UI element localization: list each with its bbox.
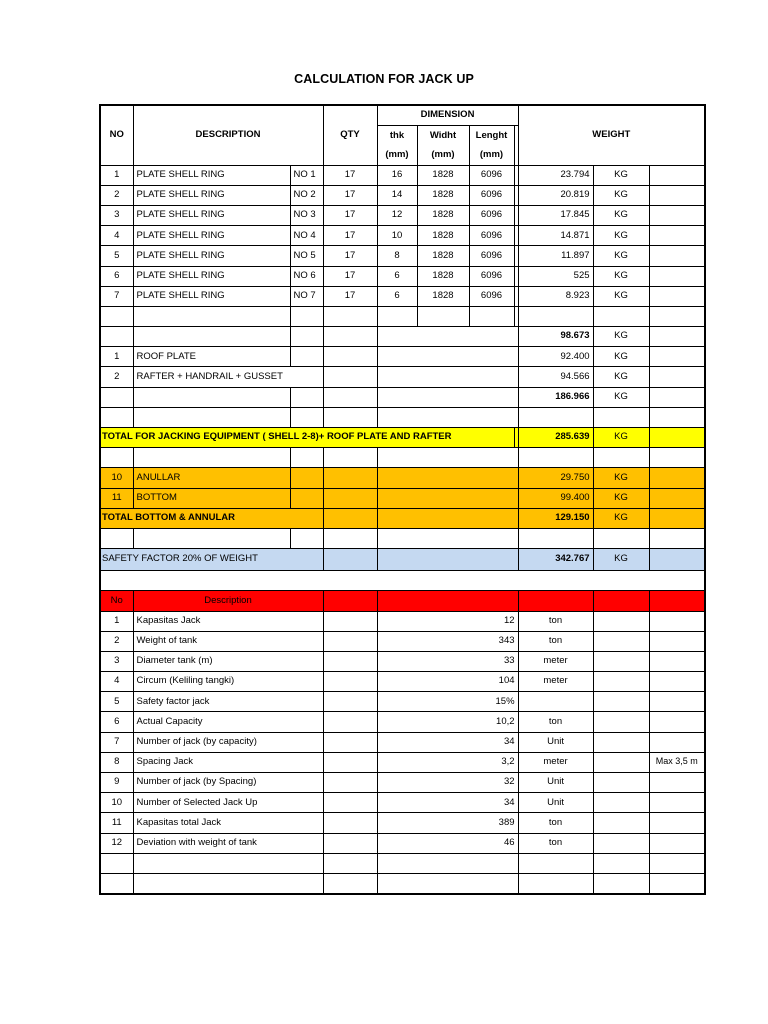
row-unit: KG bbox=[593, 367, 649, 387]
jack-row-note bbox=[649, 631, 705, 651]
row-length: 6096 bbox=[469, 286, 514, 306]
jack-row-unit: meter bbox=[518, 752, 593, 772]
row-extra bbox=[649, 205, 705, 225]
jack-row bbox=[100, 833, 705, 853]
row-unit: KG bbox=[593, 286, 649, 306]
jack-row-filler bbox=[593, 793, 649, 813]
row-no: 5 bbox=[100, 246, 133, 266]
row-extra bbox=[649, 165, 705, 185]
header-widht-unit: (mm) bbox=[417, 145, 469, 165]
jack-row-blank bbox=[323, 793, 377, 813]
row-thk: 6 bbox=[377, 266, 417, 286]
row-ring: NO 1 bbox=[290, 165, 323, 185]
total-jacking-unit: KG bbox=[593, 428, 649, 448]
jack-row-note bbox=[649, 732, 705, 752]
row-description: BOTTOM bbox=[133, 488, 290, 508]
subtotal-roof-unit: KG bbox=[593, 387, 649, 407]
jack-row-value: 46 bbox=[377, 833, 518, 853]
jack-row-unit: Unit bbox=[518, 773, 593, 793]
row-width: 1828 bbox=[417, 226, 469, 246]
row-weight: 99.400 bbox=[518, 488, 593, 508]
row-no: 2 bbox=[100, 367, 133, 387]
row-weight: 11.897 bbox=[518, 246, 593, 266]
jack-row-description: Safety factor jack bbox=[133, 692, 323, 712]
jack-row bbox=[100, 651, 705, 671]
row-qty: 17 bbox=[323, 185, 377, 205]
row-width: 1828 bbox=[417, 266, 469, 286]
row-no: 4 bbox=[100, 226, 133, 246]
row-unit: KG bbox=[593, 226, 649, 246]
total-bottom-weight: 129.150 bbox=[518, 508, 593, 528]
row-extra bbox=[649, 266, 705, 286]
empty-row bbox=[100, 873, 705, 894]
jack-header-no: No bbox=[100, 591, 133, 611]
jack-row-note bbox=[649, 651, 705, 671]
jack-row bbox=[100, 752, 705, 772]
empty-row bbox=[100, 448, 705, 468]
row-description: PLATE SHELL RING bbox=[133, 226, 290, 246]
jack-row-no: 4 bbox=[100, 672, 133, 692]
shell-row-2 bbox=[100, 185, 705, 205]
jack-row-no: 6 bbox=[100, 712, 133, 732]
row-length: 6096 bbox=[469, 266, 514, 286]
jack-row bbox=[100, 712, 705, 732]
total-jacking-weight: 285.639 bbox=[518, 428, 593, 448]
jack-row-blank bbox=[323, 712, 377, 732]
jack-row-note bbox=[649, 813, 705, 833]
row-weight: 94.566 bbox=[518, 367, 593, 387]
row-extra bbox=[649, 286, 705, 306]
row-length: 6096 bbox=[469, 185, 514, 205]
jack-row-unit: ton bbox=[518, 611, 593, 631]
jack-row-no: 5 bbox=[100, 692, 133, 712]
row-description: PLATE SHELL RING bbox=[133, 286, 290, 306]
jack-row bbox=[100, 672, 705, 692]
row-unit: KG bbox=[593, 266, 649, 286]
jack-row-filler bbox=[593, 813, 649, 833]
safety-factor-weight: 342.767 bbox=[518, 549, 593, 571]
row-description: PLATE SHELL RING bbox=[133, 165, 290, 185]
jack-row-note bbox=[649, 793, 705, 813]
calculation-table bbox=[99, 104, 706, 895]
row-unit: KG bbox=[593, 185, 649, 205]
header-lenght: Lenght bbox=[469, 126, 514, 146]
safety-factor-row bbox=[100, 549, 705, 571]
jack-row bbox=[100, 692, 705, 712]
empty-row bbox=[100, 528, 705, 548]
shell-row-6 bbox=[100, 266, 705, 286]
total-bottom-unit: KG bbox=[593, 508, 649, 528]
row-description: PLATE SHELL RING bbox=[133, 185, 290, 205]
jack-row-unit: Unit bbox=[518, 732, 593, 752]
jack-row-description: Circum (Keliling tangki) bbox=[133, 672, 323, 692]
jack-row-value: 33 bbox=[377, 651, 518, 671]
jack-row-no: 8 bbox=[100, 752, 133, 772]
total-bottom-label: TOTAL BOTTOM & ANNULAR bbox=[100, 508, 323, 528]
jack-row-note bbox=[649, 692, 705, 712]
jack-row-no: 3 bbox=[100, 651, 133, 671]
roof-row-2 bbox=[100, 367, 705, 387]
jack-header-description: Description bbox=[133, 591, 323, 611]
row-unit: KG bbox=[593, 246, 649, 266]
jack-row-filler bbox=[593, 833, 649, 853]
empty-row bbox=[100, 571, 705, 591]
jack-row-blank bbox=[323, 732, 377, 752]
jack-row-description: Number of jack (by capacity) bbox=[133, 732, 323, 752]
empty-row bbox=[100, 853, 705, 873]
jack-row-blank bbox=[323, 692, 377, 712]
row-weight: 92.400 bbox=[518, 347, 593, 367]
jack-row-blank bbox=[323, 631, 377, 651]
jack-row-filler bbox=[593, 672, 649, 692]
jack-row-note bbox=[649, 611, 705, 631]
row-extra bbox=[649, 246, 705, 266]
bottom-row bbox=[100, 488, 705, 508]
jack-row-description: Spacing Jack bbox=[133, 752, 323, 772]
jack-row-value: 3,2 bbox=[377, 752, 518, 772]
jack-row-description: Number of jack (by Spacing) bbox=[133, 773, 323, 793]
header-no: NO bbox=[100, 105, 133, 165]
row-width: 1828 bbox=[417, 165, 469, 185]
shell-row-3 bbox=[100, 205, 705, 225]
header-thk: thk bbox=[377, 126, 417, 146]
jack-row-note bbox=[649, 773, 705, 793]
shell-row-1 bbox=[100, 165, 705, 185]
row-ring: NO 7 bbox=[290, 286, 323, 306]
roof-row-1 bbox=[100, 347, 705, 367]
jack-row bbox=[100, 813, 705, 833]
row-description: RAFTER + HANDRAIL + GUSSET bbox=[133, 367, 323, 387]
jack-row-description: Number of Selected Jack Up bbox=[133, 793, 323, 813]
row-ring: NO 6 bbox=[290, 266, 323, 286]
jack-row-filler bbox=[593, 752, 649, 772]
row-unit: KG bbox=[593, 488, 649, 508]
row-thk: 6 bbox=[377, 286, 417, 306]
jack-row-filler bbox=[593, 712, 649, 732]
jack-row-filler bbox=[593, 651, 649, 671]
empty-row bbox=[100, 407, 705, 427]
jack-row-description: Diameter tank (m) bbox=[133, 651, 323, 671]
jack-calculation-body bbox=[100, 611, 705, 853]
row-weight: 14.871 bbox=[518, 226, 593, 246]
row-weight: 20.819 bbox=[518, 185, 593, 205]
header-dimension: DIMENSION bbox=[377, 105, 518, 126]
row-length: 6096 bbox=[469, 205, 514, 225]
row-description: ANULLAR bbox=[133, 468, 290, 488]
row-width: 1828 bbox=[417, 246, 469, 266]
jack-row-unit: Unit bbox=[518, 793, 593, 813]
jack-row-no: 12 bbox=[100, 833, 133, 853]
row-no: 6 bbox=[100, 266, 133, 286]
subtotal-shell-unit: KG bbox=[593, 327, 649, 347]
jack-row-no: 2 bbox=[100, 631, 133, 651]
jack-row-description: Kapasitas total Jack bbox=[133, 813, 323, 833]
row-thk: 8 bbox=[377, 246, 417, 266]
row-thk: 10 bbox=[377, 226, 417, 246]
jack-row-filler bbox=[593, 631, 649, 651]
jack-row-blank bbox=[323, 672, 377, 692]
row-unit: KG bbox=[593, 165, 649, 185]
row-unit: KG bbox=[593, 468, 649, 488]
jack-row-no: 7 bbox=[100, 732, 133, 752]
row-description: PLATE SHELL RING bbox=[133, 246, 290, 266]
jack-row-blank bbox=[323, 773, 377, 793]
row-weight: 17.845 bbox=[518, 205, 593, 225]
safety-factor-unit: KG bbox=[593, 549, 649, 571]
row-unit: KG bbox=[593, 205, 649, 225]
subtotal-shell-weight: 98.673 bbox=[518, 327, 593, 347]
row-no: 1 bbox=[100, 165, 133, 185]
jack-row-filler bbox=[593, 773, 649, 793]
shell-row-7 bbox=[100, 286, 705, 306]
row-extra bbox=[649, 226, 705, 246]
row-ring: NO 4 bbox=[290, 226, 323, 246]
jack-row-value: 343 bbox=[377, 631, 518, 651]
row-ring: NO 3 bbox=[290, 205, 323, 225]
jack-row-unit: meter bbox=[518, 672, 593, 692]
row-description: ROOF PLATE bbox=[133, 347, 290, 367]
jack-row-value: 32 bbox=[377, 773, 518, 793]
header-weight: WEIGHT bbox=[518, 105, 705, 165]
row-length: 6096 bbox=[469, 226, 514, 246]
jack-row-unit: ton bbox=[518, 631, 593, 651]
header-thk-unit: (mm) bbox=[377, 145, 417, 165]
row-length: 6096 bbox=[469, 246, 514, 266]
jack-row-description: Deviation with weight of tank bbox=[133, 833, 323, 853]
row-no: 1 bbox=[100, 347, 133, 367]
row-qty: 17 bbox=[323, 165, 377, 185]
subtotal-roof-row bbox=[100, 387, 705, 407]
jack-row-no: 9 bbox=[100, 773, 133, 793]
row-weight: 29.750 bbox=[518, 468, 593, 488]
total-jacking-row bbox=[100, 428, 705, 448]
row-no: 2 bbox=[100, 185, 133, 205]
jack-row bbox=[100, 732, 705, 752]
jack-row-note: Max 3,5 m bbox=[649, 752, 705, 772]
row-thk: 12 bbox=[377, 205, 417, 225]
jack-row-value: 12 bbox=[377, 611, 518, 631]
jack-row-unit: ton bbox=[518, 833, 593, 853]
jack-row-blank bbox=[323, 651, 377, 671]
row-weight: 23.794 bbox=[518, 165, 593, 185]
jack-row-value: 10,2 bbox=[377, 712, 518, 732]
jack-header-row bbox=[100, 591, 705, 611]
shell-row-5 bbox=[100, 246, 705, 266]
subtotal-roof-weight: 186.966 bbox=[518, 387, 593, 407]
total-jacking-label: TOTAL FOR JACKING EQUIPMENT ( SHELL 2-8)+ ROOF PLATE AND RAFTER bbox=[100, 428, 514, 448]
row-ring: NO 5 bbox=[290, 246, 323, 266]
jack-row-note bbox=[649, 672, 705, 692]
row-weight: 525 bbox=[518, 266, 593, 286]
row-description: PLATE SHELL RING bbox=[133, 205, 290, 225]
row-width: 1828 bbox=[417, 185, 469, 205]
header-qty: QTY bbox=[323, 105, 377, 165]
jack-row-description: Weight of tank bbox=[133, 631, 323, 651]
jack-row-filler bbox=[593, 732, 649, 752]
row-no: 10 bbox=[100, 468, 133, 488]
jack-row-value: 34 bbox=[377, 793, 518, 813]
row-width: 1828 bbox=[417, 286, 469, 306]
row-qty: 17 bbox=[323, 266, 377, 286]
jack-row bbox=[100, 631, 705, 651]
row-qty: 17 bbox=[323, 226, 377, 246]
jack-row-note bbox=[649, 833, 705, 853]
row-qty: 17 bbox=[323, 205, 377, 225]
row-weight: 8.923 bbox=[518, 286, 593, 306]
jack-row-unit: meter bbox=[518, 651, 593, 671]
row-thk: 14 bbox=[377, 185, 417, 205]
total-bottom-row bbox=[100, 508, 705, 528]
row-ring: NO 2 bbox=[290, 185, 323, 205]
jack-row-value: 389 bbox=[377, 813, 518, 833]
row-no: 7 bbox=[100, 286, 133, 306]
jack-row bbox=[100, 773, 705, 793]
row-qty: 17 bbox=[323, 246, 377, 266]
page-title: CALCULATION FOR JACK UP bbox=[294, 72, 474, 86]
row-description: PLATE SHELL RING bbox=[133, 266, 290, 286]
anullar-row bbox=[100, 468, 705, 488]
jack-row-value: 15% bbox=[377, 692, 518, 712]
row-thk: 16 bbox=[377, 165, 417, 185]
jack-row bbox=[100, 793, 705, 813]
jack-row-blank bbox=[323, 752, 377, 772]
jack-row-blank bbox=[323, 611, 377, 631]
jack-row-blank bbox=[323, 833, 377, 853]
shell-row-4 bbox=[100, 226, 705, 246]
header-widht: Widht bbox=[417, 126, 469, 146]
jack-row-value: 104 bbox=[377, 672, 518, 692]
jack-row-value: 34 bbox=[377, 732, 518, 752]
safety-factor-label: SAFETY FACTOR 20% OF WEIGHT bbox=[100, 549, 323, 571]
row-extra bbox=[649, 185, 705, 205]
row-no: 3 bbox=[100, 205, 133, 225]
row-qty: 17 bbox=[323, 286, 377, 306]
row-width: 1828 bbox=[417, 205, 469, 225]
jack-row-no: 1 bbox=[100, 611, 133, 631]
jack-row-filler bbox=[593, 692, 649, 712]
jack-row-no: 10 bbox=[100, 793, 133, 813]
jack-row-filler bbox=[593, 611, 649, 631]
jack-row-unit: ton bbox=[518, 813, 593, 833]
header-spacer bbox=[514, 126, 518, 165]
row-no: 11 bbox=[100, 488, 133, 508]
jack-row-no: 11 bbox=[100, 813, 133, 833]
row-unit: KG bbox=[593, 347, 649, 367]
jack-row-blank bbox=[323, 813, 377, 833]
subtotal-shell-row bbox=[100, 327, 705, 347]
jack-row-unit bbox=[518, 692, 593, 712]
header-lenght-unit: (mm) bbox=[469, 145, 514, 165]
jack-row-description: Kapasitas Jack bbox=[133, 611, 323, 631]
empty-row bbox=[100, 306, 705, 326]
jack-row-unit: ton bbox=[518, 712, 593, 732]
jack-row-note bbox=[649, 712, 705, 732]
jack-row bbox=[100, 611, 705, 631]
row-length: 6096 bbox=[469, 165, 514, 185]
header-row-1 bbox=[100, 105, 705, 126]
jack-row-description: Actual Capacity bbox=[133, 712, 323, 732]
header-description: DESCRIPTION bbox=[133, 105, 323, 165]
